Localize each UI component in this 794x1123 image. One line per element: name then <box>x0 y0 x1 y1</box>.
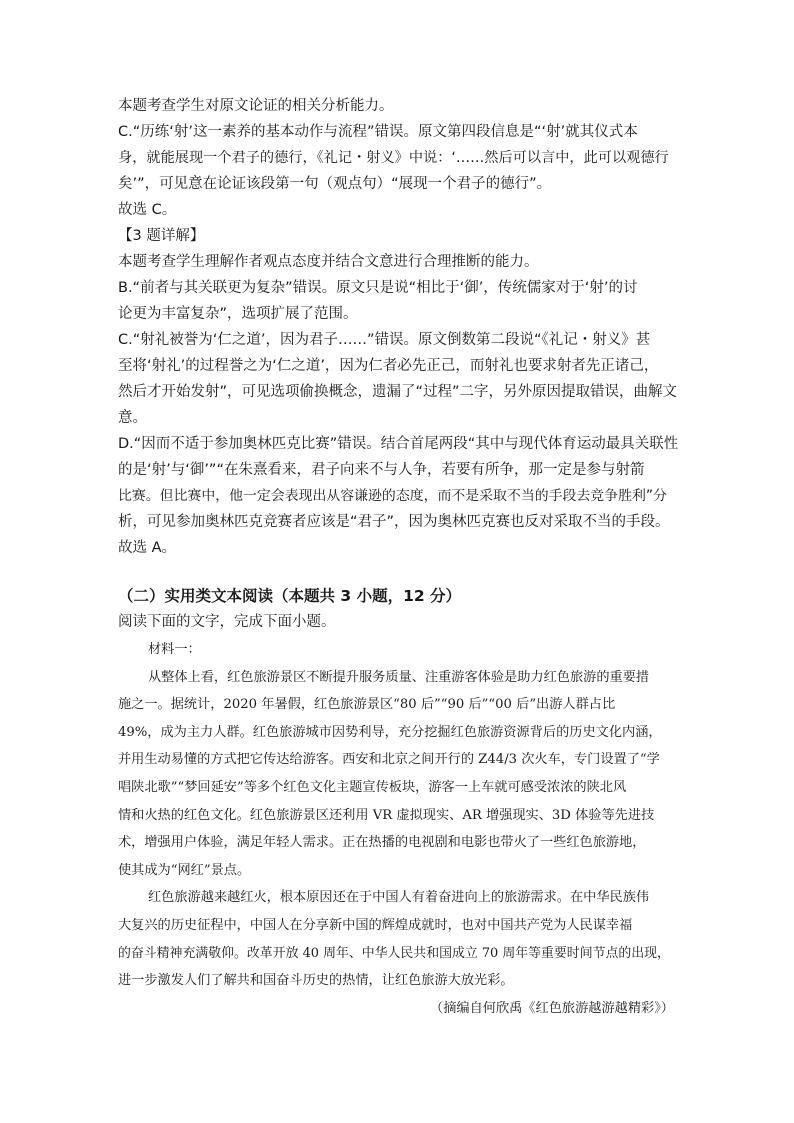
section-practical-reading <box>118 583 678 635</box>
material-line: 进一步激发人们了解共和国奋斗历史的热情，让红色旅游大放光彩。 <box>118 973 514 989</box>
material-line: 49%，成为主力人群。红色旅游城市因势利导，充分挖掘红色旅游资源背后的历史文化内涵， <box>118 724 662 740</box>
text-line: 故选 C。 <box>118 202 177 218</box>
text-line: C.“射礼被誉为‘仁之道’，因为君子……”错误。原文倒数第二段说“《礼记・射义》甚 <box>118 332 651 348</box>
text-line: 本题考查学生对原文论证的相关分析能力。 <box>118 98 394 114</box>
material-line: 从整体上看，红色旅游景区不断提升服务质量、注重游客体验是助力红色旅游的重要措 <box>148 669 650 685</box>
instruction-text: 阅读下面的文字，完成下面小题。 <box>118 614 336 630</box>
text-line: 矣’”，可见意在论证该段第一句（观点句）“展现一个君子的德行”。 <box>118 176 552 192</box>
text-line: 论更为丰富复杂”，选项扩展了范围。 <box>118 306 358 322</box>
question-3-heading: 【3 题详解】 <box>118 228 205 244</box>
material-line: 红色旅游越来越红火，根本原因还在于中国人有着奋进向上的旅游需求。在中华民族伟 <box>148 890 650 906</box>
material-line: 并用生动易懂的方式把它传达给游客。西安和北京之间开行的 Z44/3 次火车，专门设置了“学 <box>118 752 660 768</box>
text-line: B.“前者与其关联更为复杂”错误。原文只是说“相比于‘御’，传统儒家对于‘射’的讨 <box>118 280 638 296</box>
text-line: C.“历练‘射’这一素养的基本动作与流程”错误。原文第四段信息是“‘射’就其仪式本 <box>118 124 638 140</box>
text-line: 本题考查学生理解作者观点态度并结合文意进行合理推断的能力。 <box>118 254 539 270</box>
text-line: 的是‘射’与‘御’”“在朱熹看来，君子向来不与人争，若要有所争，那一定是参与射箭 <box>118 462 645 478</box>
material-one <box>118 636 678 1022</box>
text-line: 故选 A。 <box>118 540 177 556</box>
material-line: 唱陕北歌”“梦回延安”等多个红色文化主题宣传板块，游客一上车就可感受浓浓的陕北风 <box>118 779 627 795</box>
section-title: （二）实用类文本阅读（本题共 3 小题，12 分） <box>118 587 462 605</box>
material-label: 材料一： <box>148 642 201 657</box>
material-line: 大复兴的历史征程中，中国人在分享新中国的辉煌成就时，也对中国共产党为人民谋幸福 <box>118 917 633 933</box>
text-line: 身，就能展现一个君子的德行，《礼记・射义》中说：‘……然后可以言中，此可以观德行 <box>118 150 669 166</box>
answer-analysis-3 <box>118 223 678 561</box>
text-line: 析，可见参加奥林匹克竞赛者应该是“君子”，因为奥林匹克赛也反对采取不当的手段。 <box>118 514 670 530</box>
material-line: 的奋斗精神充满敬仰。改革开放 40 周年、中华人民共和国成立 70 周年等重要时间节点的出现， <box>118 945 670 961</box>
text-line: 比赛。但比赛中，他一定会表现出从容谦逊的态度，而不是采取不当的手段去竞争胜利”分 <box>118 488 667 504</box>
text-line: 然后才开始发射”，可见选项偷换概念，遗漏了“过程”二字，另外原因提取错误，曲解文 <box>118 384 678 400</box>
material-line: 情和火热的红色文化。红色旅游景区还利用 VR 虚拟现实、AR 增强现实、3D 体验等先进技 <box>118 807 655 823</box>
text-line: 意。 <box>118 410 147 426</box>
material-line: 使其成为“网红”景点。 <box>118 862 251 878</box>
material-line: 施之一。据统计，2020 年暑假，红色旅游景区“80 后”“90 后”“00 后”出游人群占比 <box>118 697 616 713</box>
answer-analysis-2 <box>118 93 678 223</box>
text-line: 至将‘射礼’的过程誉之为‘仁之道’，因为仁者必先正己，而射礼也要求射者先正诸己， <box>118 358 659 374</box>
material-source: （摘编自何欣禹《红色旅游越游越精彩》） <box>430 1000 674 1016</box>
material-line: 术，增强用户体验，满足年轻人需求。正在热播的电视剧和电影也带火了一些红色旅游地， <box>118 835 646 851</box>
text-line: D.“因而不适于参加奥林匹克比赛”错误。结合首尾两段“其中与现代体育运动最具关联性 <box>118 436 679 452</box>
